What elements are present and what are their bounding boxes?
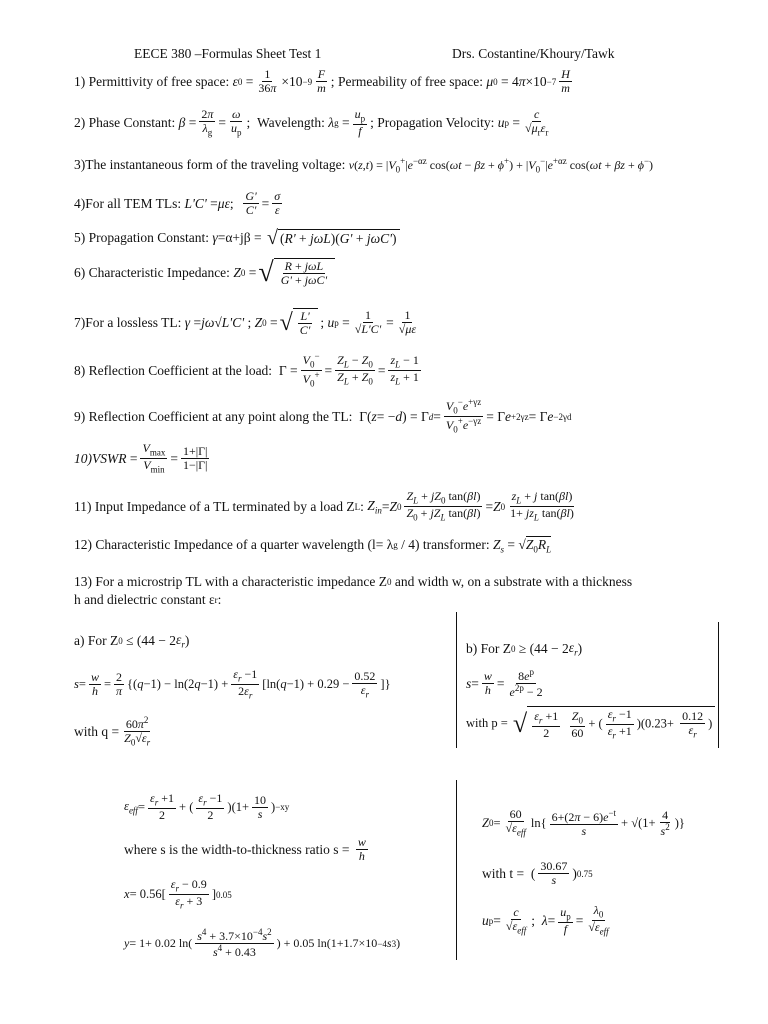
case-a-label: a) For Z bbox=[74, 632, 119, 648]
y-formula: y = 1+ 0.02 ln( $\frac{s^4 + 3.7\times 10^{-4}s^2}{s^4 + 0.43}$ ) + 0.05 ln(1+1.7×10 −4 s 3 ) bbox=[124, 927, 401, 960]
formula-2-label-a: 2) Phase Constant: bbox=[74, 115, 176, 131]
formula-4: 4)For all TEM TLs: L'C' = με ; $\frac{G'}{C'}$ = $\frac{\sigma}{\varepsilon}$ bbox=[74, 189, 281, 218]
with-q-label: with q = bbox=[74, 724, 120, 740]
column-divider bbox=[456, 612, 457, 748]
eps-eff-formula: $\varepsilon_{eff}$ = $\frac{\varepsilon_r +1}{2}$ + ( $\frac{\varepsilon_r -1}{2}$ )(1+ $\frac{10}{s}$ ) −xy bbox=[124, 791, 290, 823]
instructors: Drs. Costantine/Khoury/Tawk bbox=[452, 46, 615, 61]
formula-3-label: 3)The instantaneous form of the traveling voltage: bbox=[74, 157, 346, 173]
formula-6: 6) Characteristic Impedance: Z 0 = √ $\frac{\text{R + jωL}}{\text{G' + jωC'}}$ bbox=[74, 258, 337, 287]
sheet-title: EECE 380 –Formulas Sheet Test 1 bbox=[134, 46, 322, 61]
formula-13-intro-2: h and dielectric constant ε r : bbox=[74, 592, 222, 607]
column-border bbox=[718, 622, 719, 748]
t-formula: with t = ( $\frac{30.67}{s}$ ) 0.75 bbox=[482, 859, 593, 888]
up-lambda-formula: u p = $\frac{c}{√\varepsilon_{eff}}$ ; λ = $\frac{u_p}{f}$ = $\frac{\lambda_0}{√\varepsilon_{eff}}$ bbox=[482, 903, 609, 937]
formula-9: 9) Reflection Coefficient at any point along the TL: Γ( z = − d ) = Γ d = $\frac{V_0^-e^{+\gamma z}}{V_0^+e^{-\gamma z}}$ = Γ e +2γz = Γ e −2γd bbox=[74, 397, 572, 435]
formula-7: 7)For a lossless TL: γ = jω √ L'C' ; Z 0 = √ $\frac{L'}{C'}$ ; u p = $\frac{1}{√L'C'}$ = $\frac{1}{√\mu\varepsilon}$ bbox=[74, 308, 417, 338]
case-a: a) For Z 0 ≤ (44 − 2 $\varepsilon_r$ ) bbox=[74, 632, 190, 650]
formula-2-label-c: Propagation Velocity: bbox=[377, 115, 495, 131]
formula-9-label: 9) Reflection Coefficient at any point along the TL: bbox=[74, 408, 353, 424]
where-s-label: where s is the width-to-thickness ratio s = bbox=[124, 841, 350, 857]
case-a-q: with q = $\frac{60\pi^2}{Z_0√\varepsilon_r}$ bbox=[74, 715, 151, 748]
with-t-label: with t = bbox=[482, 865, 525, 881]
case-b-p: with p = √ $\frac{\varepsilon_r +1}{2}$ $\frac{Z_0}{60}$ + ( $\frac{\varepsilon_r -1}{\varepsilon_r +1}$ )(0.23+ $\frac{0.12}{\varepsilon_r}$ ) bbox=[466, 706, 717, 742]
formula-8: 8) Reflection Coefficient at the load: Γ = $\frac{V_0^-}{V_0^+}$ = $\frac{Z_L - Z_0}{Z_L + Z_0}$ = $\frac{z_L - 1}{z_L + 1}$ bbox=[74, 351, 419, 389]
formula-13-label-c: h and dielectric constant ε bbox=[74, 592, 215, 607]
z0-formula: Z 0 = $\frac{60}{√\varepsilon_{eff}}$ ln{ $\frac{6+(2\pi - 6)e^{-t}}{s}$ + √(1+ $\frac{4}{s^2}$ )} bbox=[482, 807, 685, 838]
formula-3: 3)The instantaneous form of the traveling voltage: $v(z,t) = |V_0^+|e^{-\alpha z}$ $\cos(\omega t - \beta z + \phi^+) + |V_0^-|e^{+\alpha z}$ cos(ωt + βz + ϕ−) bbox=[74, 156, 654, 175]
case-b: b) For Z 0 ≥ (44 − 2 $\varepsilon_r$ ) bbox=[466, 640, 583, 658]
with-p-label: with p = bbox=[466, 716, 508, 731]
formula-12-label-b: / 4) transformer: bbox=[401, 537, 490, 553]
formula-12-label: 12) Characteristic Impedance of a quarter wavelength (l= λ bbox=[74, 537, 394, 553]
formula-13-label-a: 13) For a microstrip TL with a characteristic impedance Z bbox=[74, 574, 388, 589]
formula-4-label: 4)For all TEM TLs: bbox=[74, 195, 182, 211]
formula-2: 2) Phase Constant: β = $\frac{2\pi}{\lambda_g}$ = $\frac{\omega}{u_p}$ ; Wavelength: λ g = $\frac{u_p}{f}$ ; Propagation Velocity: u p = $\frac{c}{√\mu_r\varepsilon_r}$ bbox=[74, 107, 549, 139]
formula-8-label: 8) Reflection Coefficient at the load: bbox=[74, 362, 273, 378]
formula-11: 11) Input Impedance of a TL terminated by a load Z L : $Z_{in}$ = Z 0 $\frac{Z_L + jZ_0 \tan(\beta l)}{Z_0 + jZ_L \tan(\beta l)}$ = Z 0 $\frac{z_L + j \tan(\beta l)}{1+ jz_L \tan(\beta l)}$ bbox=[74, 489, 574, 523]
formula-5-label: 5) Propagation Constant: bbox=[74, 230, 209, 245]
case-b-label: b) For Z bbox=[466, 640, 511, 656]
formula-2-label-b: Wavelength: bbox=[257, 115, 325, 131]
where-s: where s is the width-to-thickness ratio s = $\frac{w}{h}$ bbox=[124, 835, 366, 864]
formula-1-label-a: 1) Permittivity of free space: bbox=[74, 73, 230, 89]
case-b-formula: s = $\frac{w}{h}$ = $\frac{8e^p}{e^{2p} - 2}$ bbox=[466, 667, 543, 700]
formula-11-label: 11) Input Impedance of a TL terminated by a load Z bbox=[74, 498, 355, 514]
case-a-formula: s = $\frac{w}{h}$ = $\frac{2}{\pi}$ {( q −1) − ln(2 q −1) + $\frac{\varepsilon_r -1}{2\varepsilon_r}$ [ln( q −1) + 0.29 − $\frac{0.52}{\varepsilon_r}$ ]} bbox=[74, 667, 391, 701]
formula-7-label: 7)For a lossless TL: bbox=[74, 314, 182, 330]
x-formula: x = 0.56[ $\frac{\varepsilon_r - 0.9}{\varepsilon_r + 3}$ ] 0.05 bbox=[124, 877, 232, 911]
formula-1-label-b: Permeability of free space: bbox=[337, 73, 483, 89]
formula-12: 12) Characteristic Impedance of a quarter wavelength (l= λ g / 4) transformer: $Z_s$ = √ $Z_0R_L$ bbox=[74, 536, 552, 555]
formula-6-label: 6) Characteristic Impedance: bbox=[74, 264, 230, 280]
formula-10: 10)VSWR = $\frac{V_{max}}{V_{min}}$ = $\frac{1+|\Gamma|}{1-|\Gamma|}$ bbox=[74, 441, 208, 475]
formula-13-intro: 13) For a microstrip TL with a characteristic impedance Z 0 and width w, on a substrate with a thickness bbox=[74, 574, 633, 589]
formula-1: 1) Permittivity of free space: ε 0 = $\frac{1}{36\pi}$ ×10 −9 $\frac{F}{m}$ ; Permeability of free space: μ 0 = 4 π ×10 −7 $\frac{H}{m}$ bbox=[74, 67, 570, 96]
column-divider-2 bbox=[456, 780, 457, 960]
formula-10-label: 10)VSWR bbox=[74, 450, 127, 466]
formula-13-label-b: and width w, on a substrate with a thickness bbox=[394, 574, 633, 589]
formula-5: 5) Propagation Constant: γ =α+jβ = √ (R' + jωL)(G' + jωC') bbox=[74, 228, 402, 248]
